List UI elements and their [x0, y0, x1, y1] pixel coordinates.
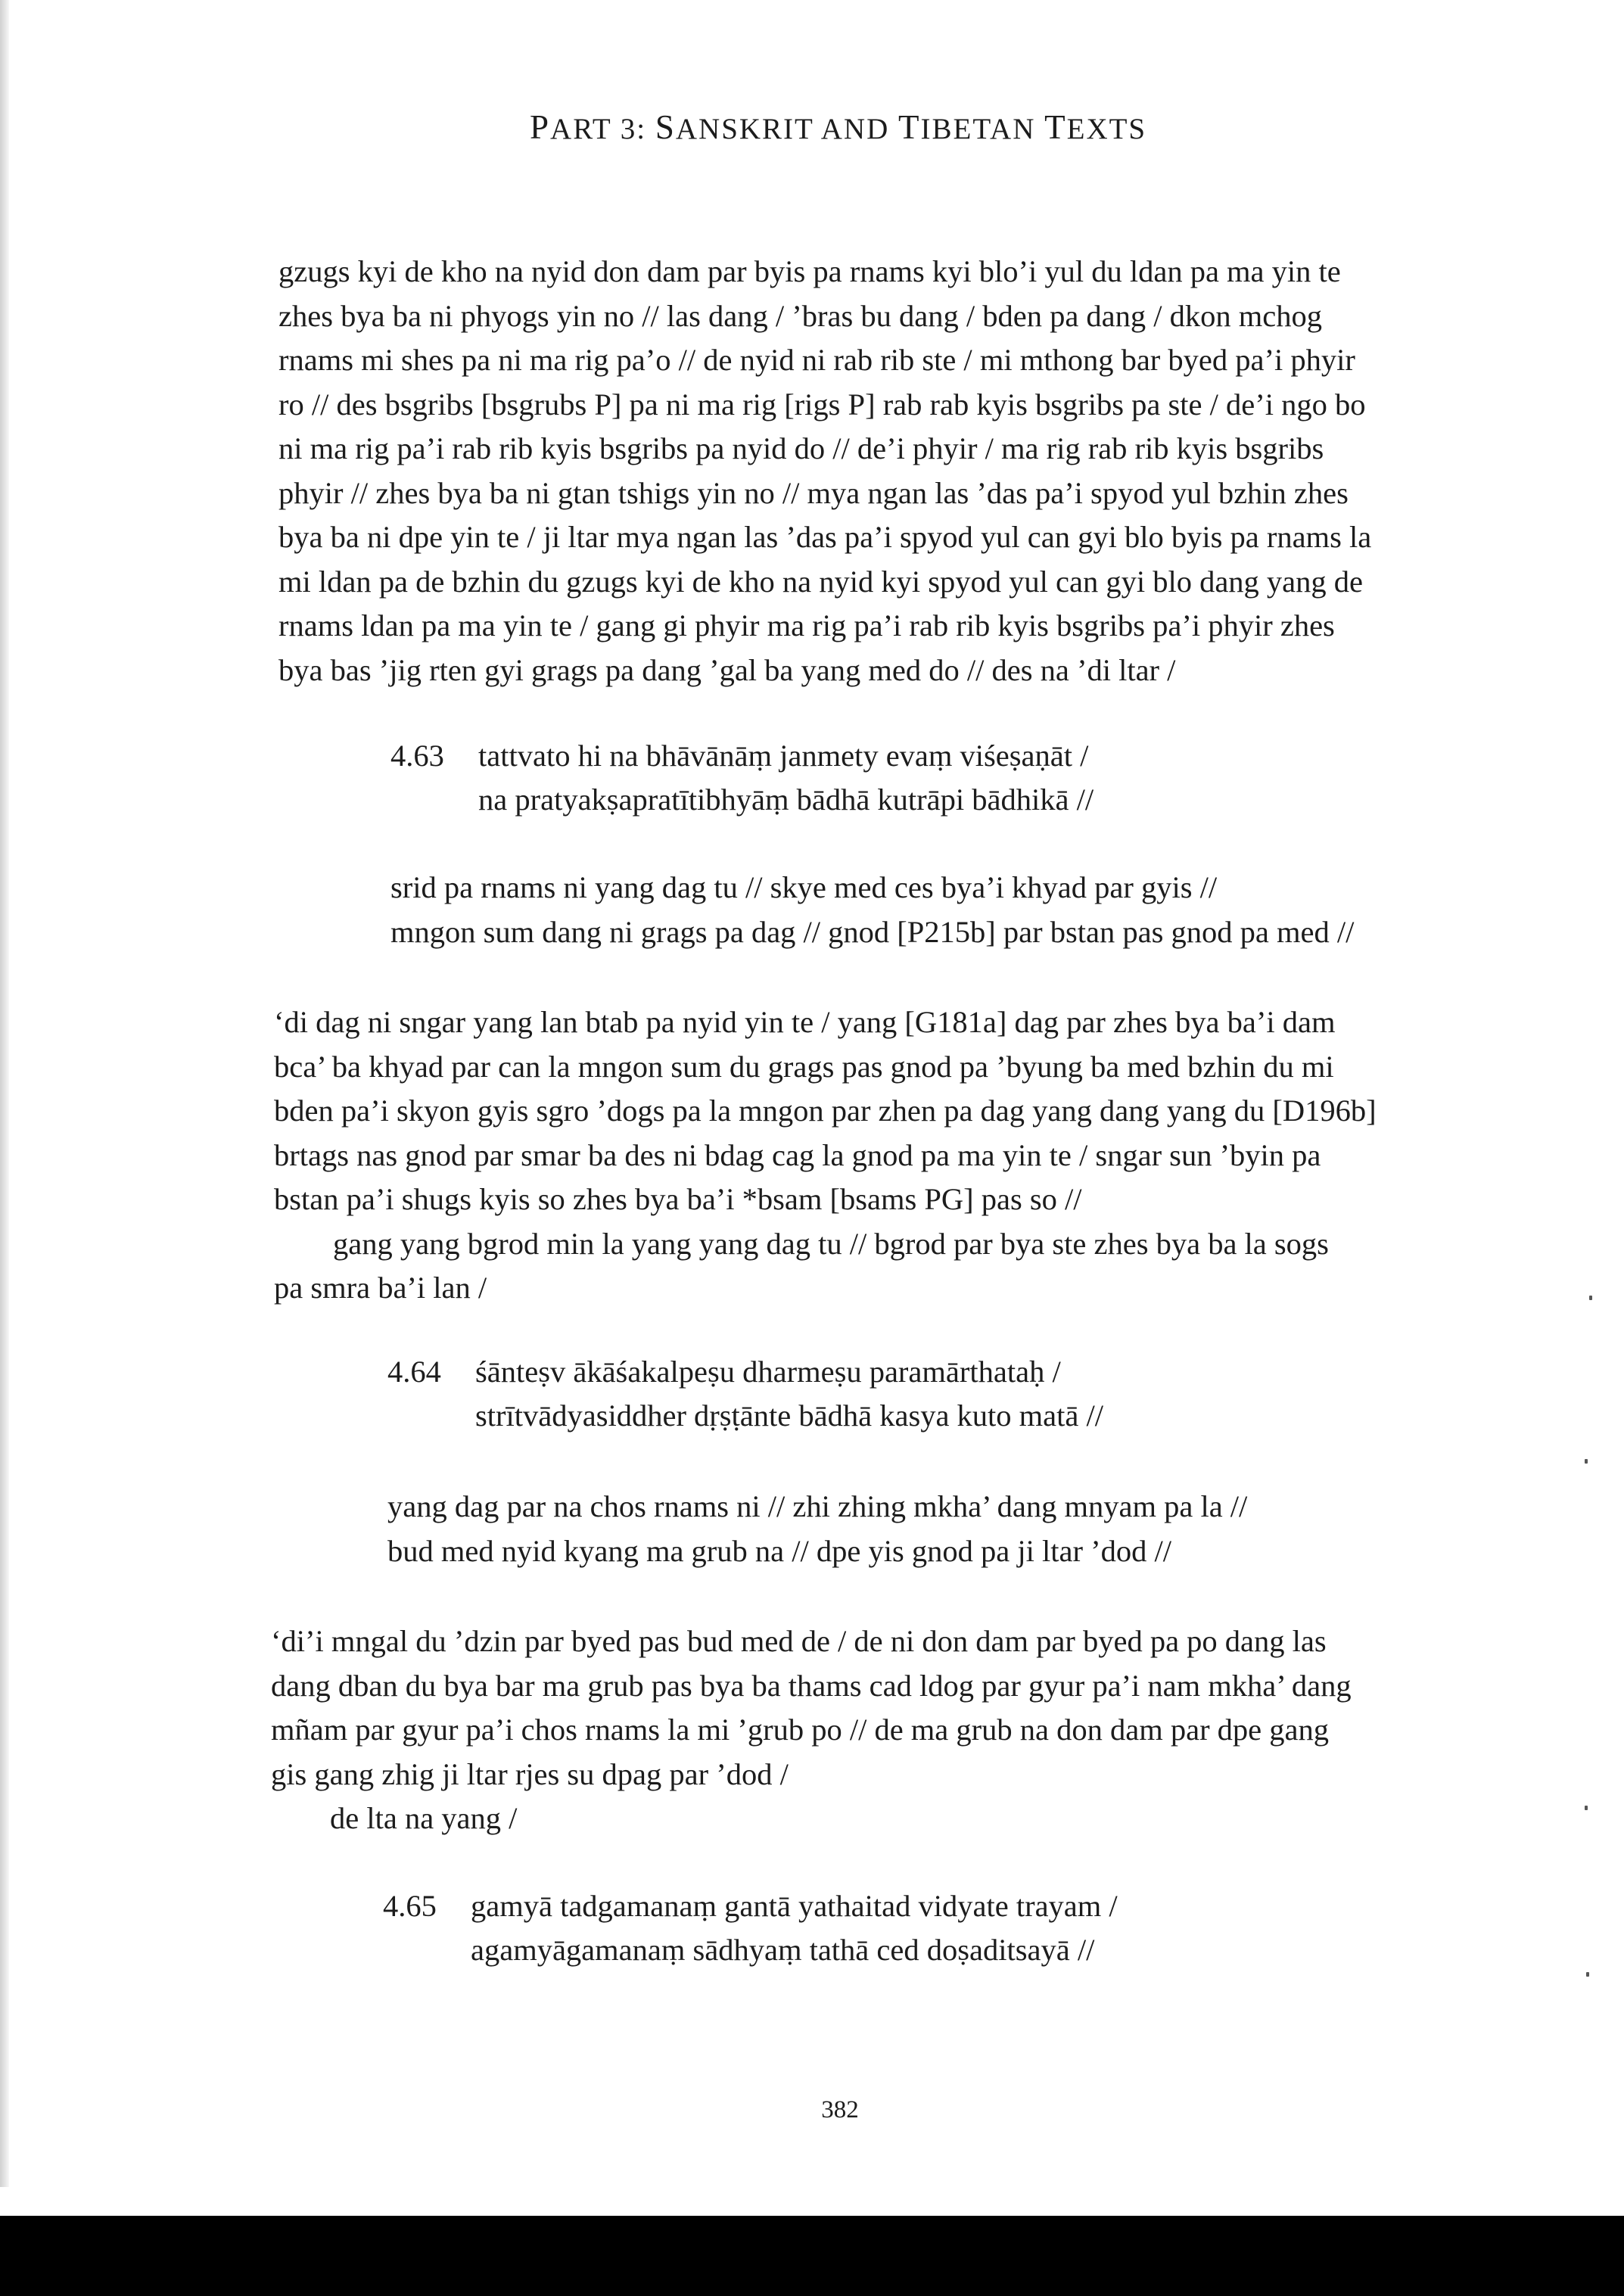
text-line: gis gang zhig ji ltar rjes su dpag par ’dod / — [271, 1756, 789, 1791]
text-line: bya ba ni dpe yin te / ji ltar mya ngan las ’das pa’i spyod yul can gyi blo byis pa rnams la — [278, 520, 1372, 554]
tibetan-verse-4-63 — [390, 866, 1354, 954]
tibetan-verse-4-64 — [387, 1485, 1247, 1573]
text-line: de lta na yang / — [330, 1801, 518, 1835]
text-line: brtags nas gnod par smar ba des ni bdag cag la gnod pa ma yin te / sngar sun ’byin pa — [274, 1137, 1321, 1172]
verse-4-65-line-2: agamyāgamanaṃ sādhyaṃ tathā ced doṣaditsayā // — [471, 1933, 1095, 1967]
text-line: zhes bya ba ni phyogs yin no // las dang / ’bras bu dang / bden pa dang / dkon mchog — [278, 298, 1322, 333]
text-line: gzugs kyi de kho na nyid don dam par byis pa rnams kyi blo’i yul du ldan pa ma yin te — [278, 254, 1341, 288]
scan-bottom-border — [0, 2216, 1624, 2296]
text-line: gang yang bgrod min la yang yang dag tu // bgrod par bya ste zhes bya ba la sogs — [333, 1226, 1329, 1261]
text-line: bya bas ’jig rten gyi grags pa dang ’gal ba yang med do // des na ’di ltar / — [278, 652, 1176, 687]
paragraph-3 — [271, 1619, 1352, 1841]
text-line: mi ldan pa de bzhin du gzugs kyi de kho na nyid kyi spyod yul can gyi blo dang yang de — [278, 564, 1364, 599]
text-line: rnams ldan pa ma yin te / gang gi phyir ma rig pa’i rab rib kyis bsgribs pa’i phyir zhes — [278, 608, 1335, 642]
text-line: bud med nyid kyang ma grub na // dpe yis gnod pa ji ltar ’dod // — [387, 1533, 1171, 1568]
text-line: phyir // zhes bya ba ni gtan tshigs yin no // mya ngan las ’das pa’i spyod yul bzhin zhes — [278, 475, 1349, 510]
text-line: bstan pa’i shugs kyis so zhes bya ba’i *bsam [bsams PG] pas so // — [274, 1182, 1082, 1216]
verse-line: gamyā tadgamanaṃ gantā yathaitad vidyate trayam / — [471, 1889, 1118, 1923]
running-header: PART 3: SANSKRIT AND TIBETAN TEXTS — [530, 108, 1147, 146]
verse-number: 4.64 — [387, 1355, 441, 1389]
text-line: rnams mi shes pa ni ma rig pa’o // de nyid ni rab rib ste / mi mthong bar byed pa’i phyir — [278, 343, 1355, 377]
text-line: mñam par gyur pa’i chos rnams la mi ’grub po // de ma grub na don dam par dpe gang — [271, 1713, 1330, 1747]
page-left-edge-shadow — [0, 0, 9, 2187]
text-line: pa smra ba’i lan / — [274, 1271, 487, 1305]
text-line: bden pa’i skyon gyis sgro ’dogs pa la mngon par zhen pa dag yang dang yang du [D196b] — [274, 1094, 1377, 1128]
text-line: mngon sum dang ni grags pa dag // gnod [P215b] par bstan pas gnod pa med // — [390, 914, 1355, 949]
text-line: ‘di dag ni sngar yang lan btab pa nyid yin te / yang [G181a] dag par zhes bya ba’i dam — [274, 1005, 1336, 1039]
page-number: 382 — [821, 2096, 859, 2123]
scan-speck — [1589, 1296, 1592, 1300]
text-line: ro // des bsgribs [bsgrubs P] pa ni ma rig [rigs P] rab rab kyis bsgribs pa ste / de’i ngo bo — [278, 387, 1366, 422]
scan-speck — [1585, 1459, 1588, 1464]
text-line: ‘di’i mngal du ’dzin par byed pas bud med de / de ni don dam par byed pa po dang las — [271, 1624, 1327, 1658]
verse-line: tattvato hi na bhāvānāṃ janmety evaṃ viśeṣaṇāt / — [478, 739, 1089, 773]
verse-number: 4.65 — [383, 1889, 437, 1923]
paragraph-2 — [274, 1000, 1377, 1311]
text-line: ni ma rig pa’i rab rib kyis bsgribs pa nyid do // de’i phyir / ma rig rab rib kyis bsgribs — [278, 431, 1324, 465]
text-line: yang dag par na chos rnams ni // zhi zhing mkha’ dang mnyam pa la // — [387, 1489, 1248, 1523]
verse-number: 4.63 — [390, 739, 444, 773]
text-line: srid pa rnams ni yang dag tu // skye med ces bya’i khyad par gyis // — [390, 870, 1218, 904]
paragraph-1 — [278, 250, 1371, 692]
verse-4-63-line-2: na pratyakṣapratītibhyāṃ bādhā kutrāpi bādhikā // — [478, 782, 1094, 817]
text-line: bca’ ba khyad par can la mngon sum du grags pas gnod pa ’byung ba med bzhin du mi — [274, 1049, 1334, 1084]
verse-4-64-line-2: strītvādyasiddher dṛṣṭānte bādhā kasya kuto matā // — [475, 1398, 1104, 1433]
text-line: dang dban du bya bar ma grub pas bya ba thams cad ldog par gyur pa’i nam mkha’ dang — [271, 1668, 1352, 1703]
verse-line: śānteṣv ākāśakalpeṣu dharmeṣu paramārthataḥ / — [475, 1355, 1061, 1389]
scan-speck — [1585, 1806, 1588, 1810]
scan-speck — [1586, 1972, 1589, 1977]
